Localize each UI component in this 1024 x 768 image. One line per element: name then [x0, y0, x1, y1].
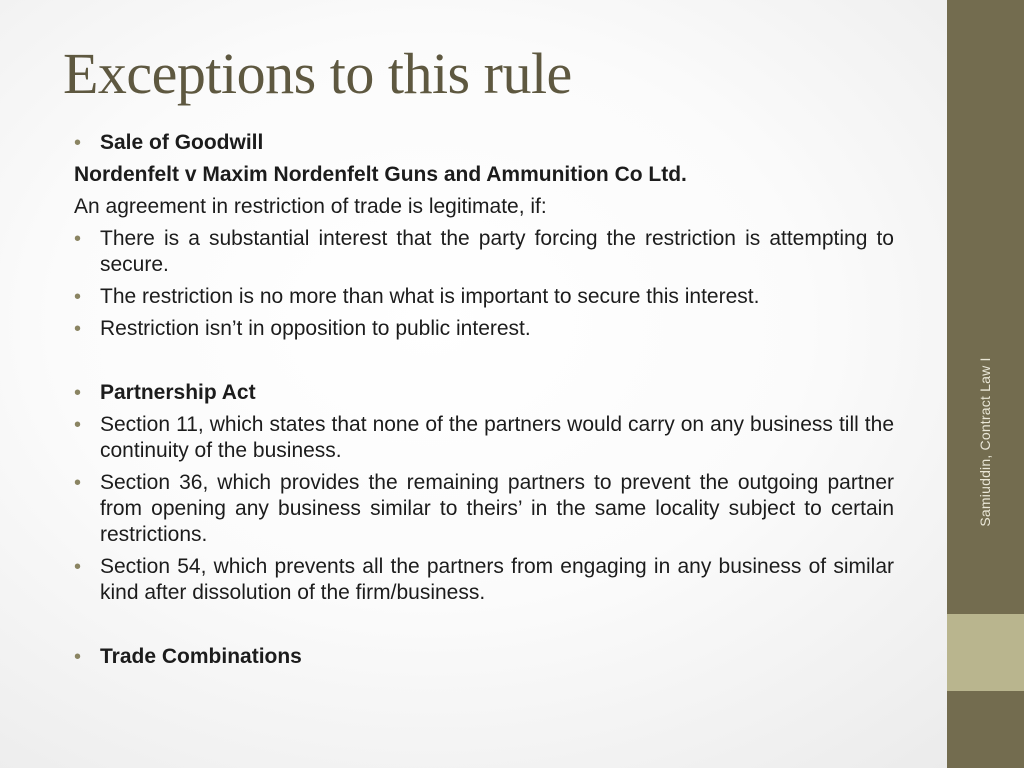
intro-line: [74, 194, 894, 220]
bullet-item-trade-combinations: [74, 644, 894, 670]
bullet-icon: •: [74, 382, 82, 404]
bullet-item-condition: [74, 226, 894, 278]
footer-author-course: Samiuddin, Contract Law I: [977, 357, 993, 527]
bullet-icon: •: [74, 414, 82, 436]
bullet-icon: •: [74, 132, 82, 154]
bullet-item-section: [74, 470, 894, 548]
bullet-item-sale-of-goodwill: [74, 130, 894, 156]
bullet-icon: •: [74, 286, 82, 308]
bullet-icon: •: [74, 556, 82, 578]
slide-title: Exceptions to this rule: [63, 41, 572, 106]
section-text: Section 11, which states that none of the partners would carry on any business till the continuity of the business.: [100, 413, 894, 462]
condition-text: There is a substantial interest that the party forcing the restriction is attempting to secure.: [100, 227, 894, 276]
spacer: [74, 348, 894, 380]
intro-text: An agreement in restriction of trade is legitimate, if:: [74, 195, 547, 218]
bullet-icon: •: [74, 472, 82, 494]
condition-text: Restriction isn’t in opposition to public interest.: [100, 317, 531, 340]
bullet-icon: •: [74, 646, 82, 668]
bullet-item-condition: [74, 284, 894, 310]
bullet-item-section: [74, 412, 894, 464]
case-name: Nordenfelt v Maxim Nordenfelt Guns and Ammunition Co Ltd.: [74, 163, 687, 186]
case-name-line: [74, 162, 894, 188]
bullet-icon: •: [74, 318, 82, 340]
heading-partnership-act: Partnership Act: [100, 381, 256, 404]
bullet-item-condition: [74, 316, 894, 342]
bullet-item-section: [74, 554, 894, 606]
condition-text: The restriction is no more than what is important to secure this interest.: [100, 285, 760, 308]
sidebar-accent-block: [947, 614, 1024, 691]
bullet-icon: •: [74, 228, 82, 250]
heading-sale-of-goodwill: Sale of Goodwill: [100, 131, 264, 154]
section-text: Section 54, which prevents all the partners from engaging in any business of similar kind after dissolution of the firm/business.: [100, 555, 894, 604]
spacer: [74, 612, 894, 644]
bullet-item-partnership-act: [74, 380, 894, 406]
section-text: Section 36, which provides the remaining partners to prevent the outgoing partner from opening any business similar to theirs’ in the same locality subject to certain restrictions.: [100, 471, 894, 546]
slide-content: [74, 130, 894, 676]
heading-trade-combinations: Trade Combinations: [100, 645, 302, 668]
